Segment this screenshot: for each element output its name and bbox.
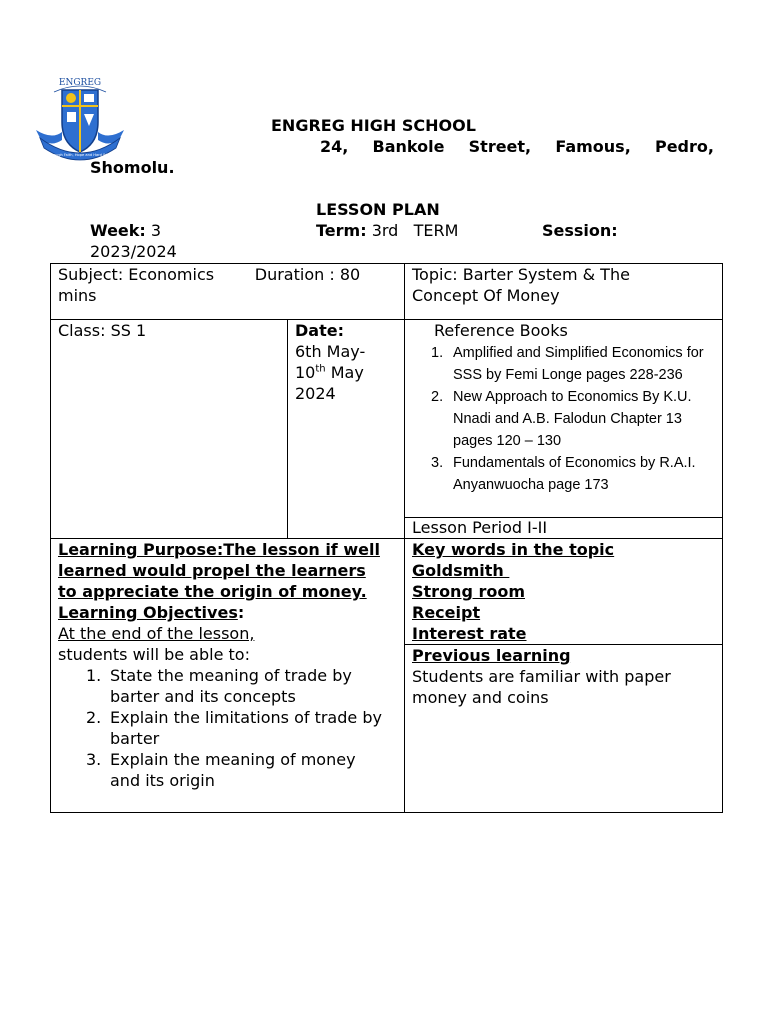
logo-motto: Through Faith, Hope and Hard Work [47, 153, 113, 157]
date-line1: 6th May- [295, 342, 366, 361]
objectives-colon: : [237, 603, 245, 622]
duration-unit-text: mins [58, 286, 97, 305]
logo-text: ENGREG [58, 78, 102, 88]
previous-learning-text: Students are familiar with paper money and coins [412, 667, 671, 707]
reference-book-1: Amplified and Simplified Economics for SSS by Femi Longe pages 228-236 [453, 345, 704, 383]
objective-2: Explain the limitations of trade by barter [110, 708, 382, 748]
objectives-list [58, 665, 386, 791]
address-part: Famous, [555, 137, 631, 156]
keywords-title: Key words in the topic [412, 540, 615, 559]
date-cell [287, 319, 405, 539]
address-part: 24, [320, 137, 349, 156]
lesson-plan-table [50, 263, 723, 813]
objectives-intro-line1: At the end of the lesson, [58, 624, 255, 643]
address-part: Street, [468, 137, 532, 156]
objectives-intro-line2: students will be able to: [58, 645, 250, 664]
keyword-3: Receipt [412, 603, 481, 622]
list-item: 2. New Approach to Economics By K.U. Nnadi and A.B. Falodun Chapter 13 pages 120 – 130 [431, 389, 692, 449]
date-day: 10 [295, 363, 316, 382]
list-item: 2. Explain the limitations of trade by barter [86, 708, 382, 748]
previous-learning-cell [404, 644, 723, 813]
objective-3: Explain the meaning of money and its origin [110, 750, 356, 790]
class-text: Class: SS 1 [58, 321, 147, 340]
list-item: 1. Amplified and Simplified Economics for SSS by Femi Longe pages 228-236 [431, 345, 704, 383]
term-field [316, 221, 458, 240]
address-part: Bankole [372, 137, 445, 156]
term-value: 3rd TERM [371, 221, 459, 240]
session-label: Session: [542, 221, 618, 240]
reference-book-3: Fundamentals of Economics by R.A.I. Anyanwuocha page 173 [453, 455, 696, 493]
week-field [90, 221, 161, 240]
previous-learning-title: Previous learning [412, 646, 571, 665]
keyword-2: Strong room [412, 582, 526, 601]
keyword-4: Interest rate [412, 624, 527, 643]
list-item: 3. Fundamentals of Economics by R.A.I. Anyanwuocha page 173 [431, 455, 696, 493]
school-logo-crest-icon [32, 74, 128, 166]
list-item: 1. State the meaning of trade by barter and its concepts [86, 666, 352, 706]
date-line3: 2024 [295, 384, 336, 403]
subject-duration-text: Subject: Economics Duration : 80 [58, 265, 361, 284]
school-address-line1 [320, 137, 714, 156]
week-label: Week: [90, 221, 146, 240]
reference-books-title: Reference Books [434, 321, 568, 340]
session-value: 2023/2024 [90, 242, 177, 261]
class-cell [50, 319, 288, 539]
term-label: Term: [316, 221, 367, 240]
date-month: May [325, 363, 364, 382]
list-item: 3. Explain the meaning of money and its origin [86, 750, 356, 790]
topic-text: Topic: Barter System & The Concept Of Money [412, 265, 630, 305]
reference-books-list [405, 342, 722, 496]
objectives-heading [58, 602, 386, 623]
reference-book-2: New Approach to Economics By K.U. Nnadi and A.B. Falodun Chapter 13 pages 120 – 130 [453, 389, 692, 449]
learning-purpose-text: Learning Purpose:The lesson if well learned would propel the learners to appreciate the origin of money. [58, 540, 380, 601]
objective-1: State the meaning of trade by barter and its concepts [110, 666, 352, 706]
school-address-line2: Shomolu. [90, 158, 175, 177]
objectives-label: Learning Objectives [58, 603, 238, 622]
lesson-period-cell [404, 517, 723, 539]
address-part: Pedro, [654, 137, 714, 156]
date-line2 [295, 362, 404, 383]
topic-cell [404, 263, 723, 320]
keywords-cell [404, 538, 723, 645]
school-name: ENGREG HIGH SCHOOL [271, 116, 476, 135]
keyword-1: Goldsmith [412, 561, 510, 580]
learning-purpose-cell [50, 538, 405, 813]
subject-duration-cell [50, 263, 405, 320]
date-label: Date: [295, 321, 344, 340]
date-suffix: th [315, 363, 326, 375]
reference-books-cell [404, 319, 723, 519]
page-title: LESSON PLAN [316, 200, 440, 219]
week-value: 3 [150, 221, 162, 240]
lesson-period-text: Lesson Period I-II [412, 518, 548, 537]
